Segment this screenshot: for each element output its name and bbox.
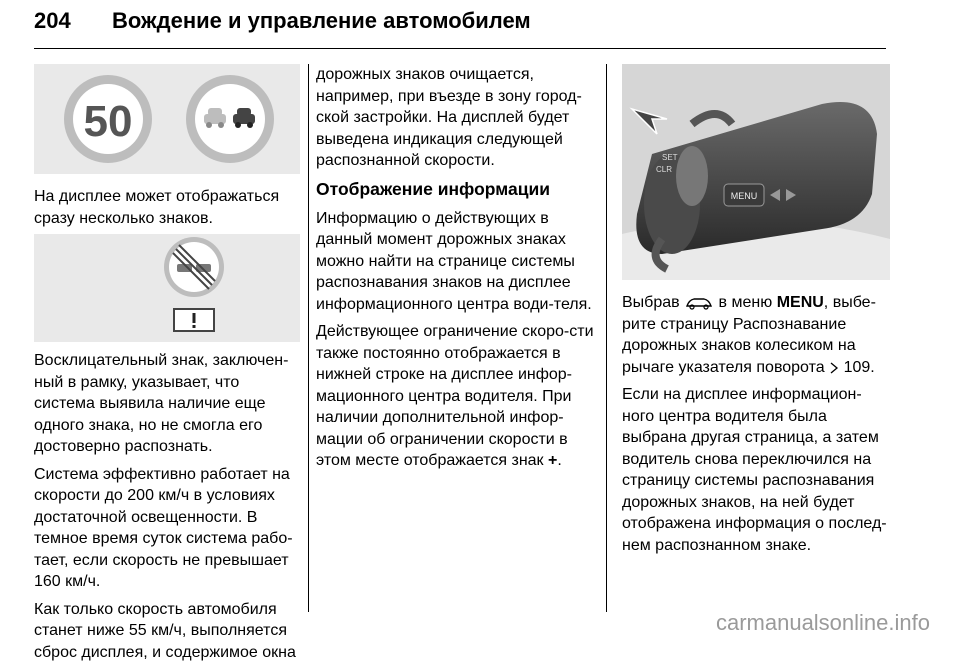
paragraph-info-location: Информацию о действующих в данный момент дорожных знаках можно найти на странице системы распознавания знаков на дисплее информационного центра води-теля. [316,209,592,313]
chapter-title: Вождение и управление автомобилем [112,8,531,33]
lever-label-clr: CLR [656,165,673,174]
car-sign-icon [684,296,714,310]
header-rule [34,48,886,49]
sentence-period: . [557,452,562,469]
turn-signal-lever-illustration [622,64,890,280]
lever-label-set: SET [662,153,678,162]
menu-label: MENU [776,294,824,311]
speed-limit-sign-icon [64,75,152,163]
column-1-body [34,350,300,669]
end-no-overtaking-sign-icon [164,237,224,297]
no-overtaking-sign-icon [186,75,274,163]
column-divider-1 [308,64,309,612]
column-3 [622,292,890,562]
paragraph-reset-display: Как только скорость автомобиля станет ниже 55 км/ч, выполняется сброс дисплея, и содержимое окна [34,600,296,661]
page-reference-icon [829,361,839,375]
column-divider-2 [606,64,607,612]
speed-limit-value: 50 [83,97,133,146]
section-heading-display-info: Отображение информации [316,178,550,199]
select-text-b: в меню [718,294,773,311]
exclamation-frame-icon [174,309,214,331]
page-reference[interactable]: 109. [843,358,875,376]
page-header [34,6,886,46]
traffic-signs-illustration [34,64,300,174]
select-text-c: , выбе-рите страницу Распознавание дорожных знаков колесиком на рычаге указателя поворота [622,294,876,376]
paragraph-speed-range: Система эффективно работает на скорости до 200 км/ч в условиях достаточной освещенности. В темное время суток система рабо-тает, если скорость не превышает 160 км/ч. [34,465,293,590]
figure-unrecognized-sign [34,234,300,342]
figure-turn-signal-lever [622,64,890,280]
figure-traffic-signs [34,64,300,174]
select-text-a: Выбрав [622,294,680,311]
paragraph-last-sign: Если на дисплее информацион-ного центра водителя была выбрана другая страница, а затем водитель снова переключился на страницу системы распознавания дорожных знаков, на ней будет отображена информация о послед-нем распознанном знаке. [622,386,887,554]
paragraph-select-page [622,292,890,378]
column-1-caption-1 [34,186,300,235]
lever-label-menu: MENU [730,191,758,201]
caption-multiple-signs: На дисплее может отображаться сразу несколько знаков. [34,188,280,227]
paragraph-current-limit [316,321,594,472]
current-limit-text: Действующее ограничение скоро-сти также постоянно отображается в нижней строке на дисплее инфор-мационного центра водителя. При наличии дополнительной инфор-мации об ограничении скорости в этом месте отображается знак [316,323,594,469]
caption-exclamation-sign: Восклицательный знак, заключен-ный в рамку, указывает, что система выявила наличие еще одного знака, но не смогла его достоверно распознать. [34,352,289,455]
column-2 [316,64,594,478]
page-number: 204 [34,8,71,33]
footer-watermark: carmanualsonline.info [715,610,930,635]
plus-sign: + [548,452,558,469]
lever-wheel [676,146,708,206]
unrecognized-sign-illustration [34,234,300,342]
paragraph-continued: дорожных знаков очищается, например, при въезде в зону город-ской застройки. На дисплей будет выведена индикация следующей распознанной скорости. [316,66,582,169]
